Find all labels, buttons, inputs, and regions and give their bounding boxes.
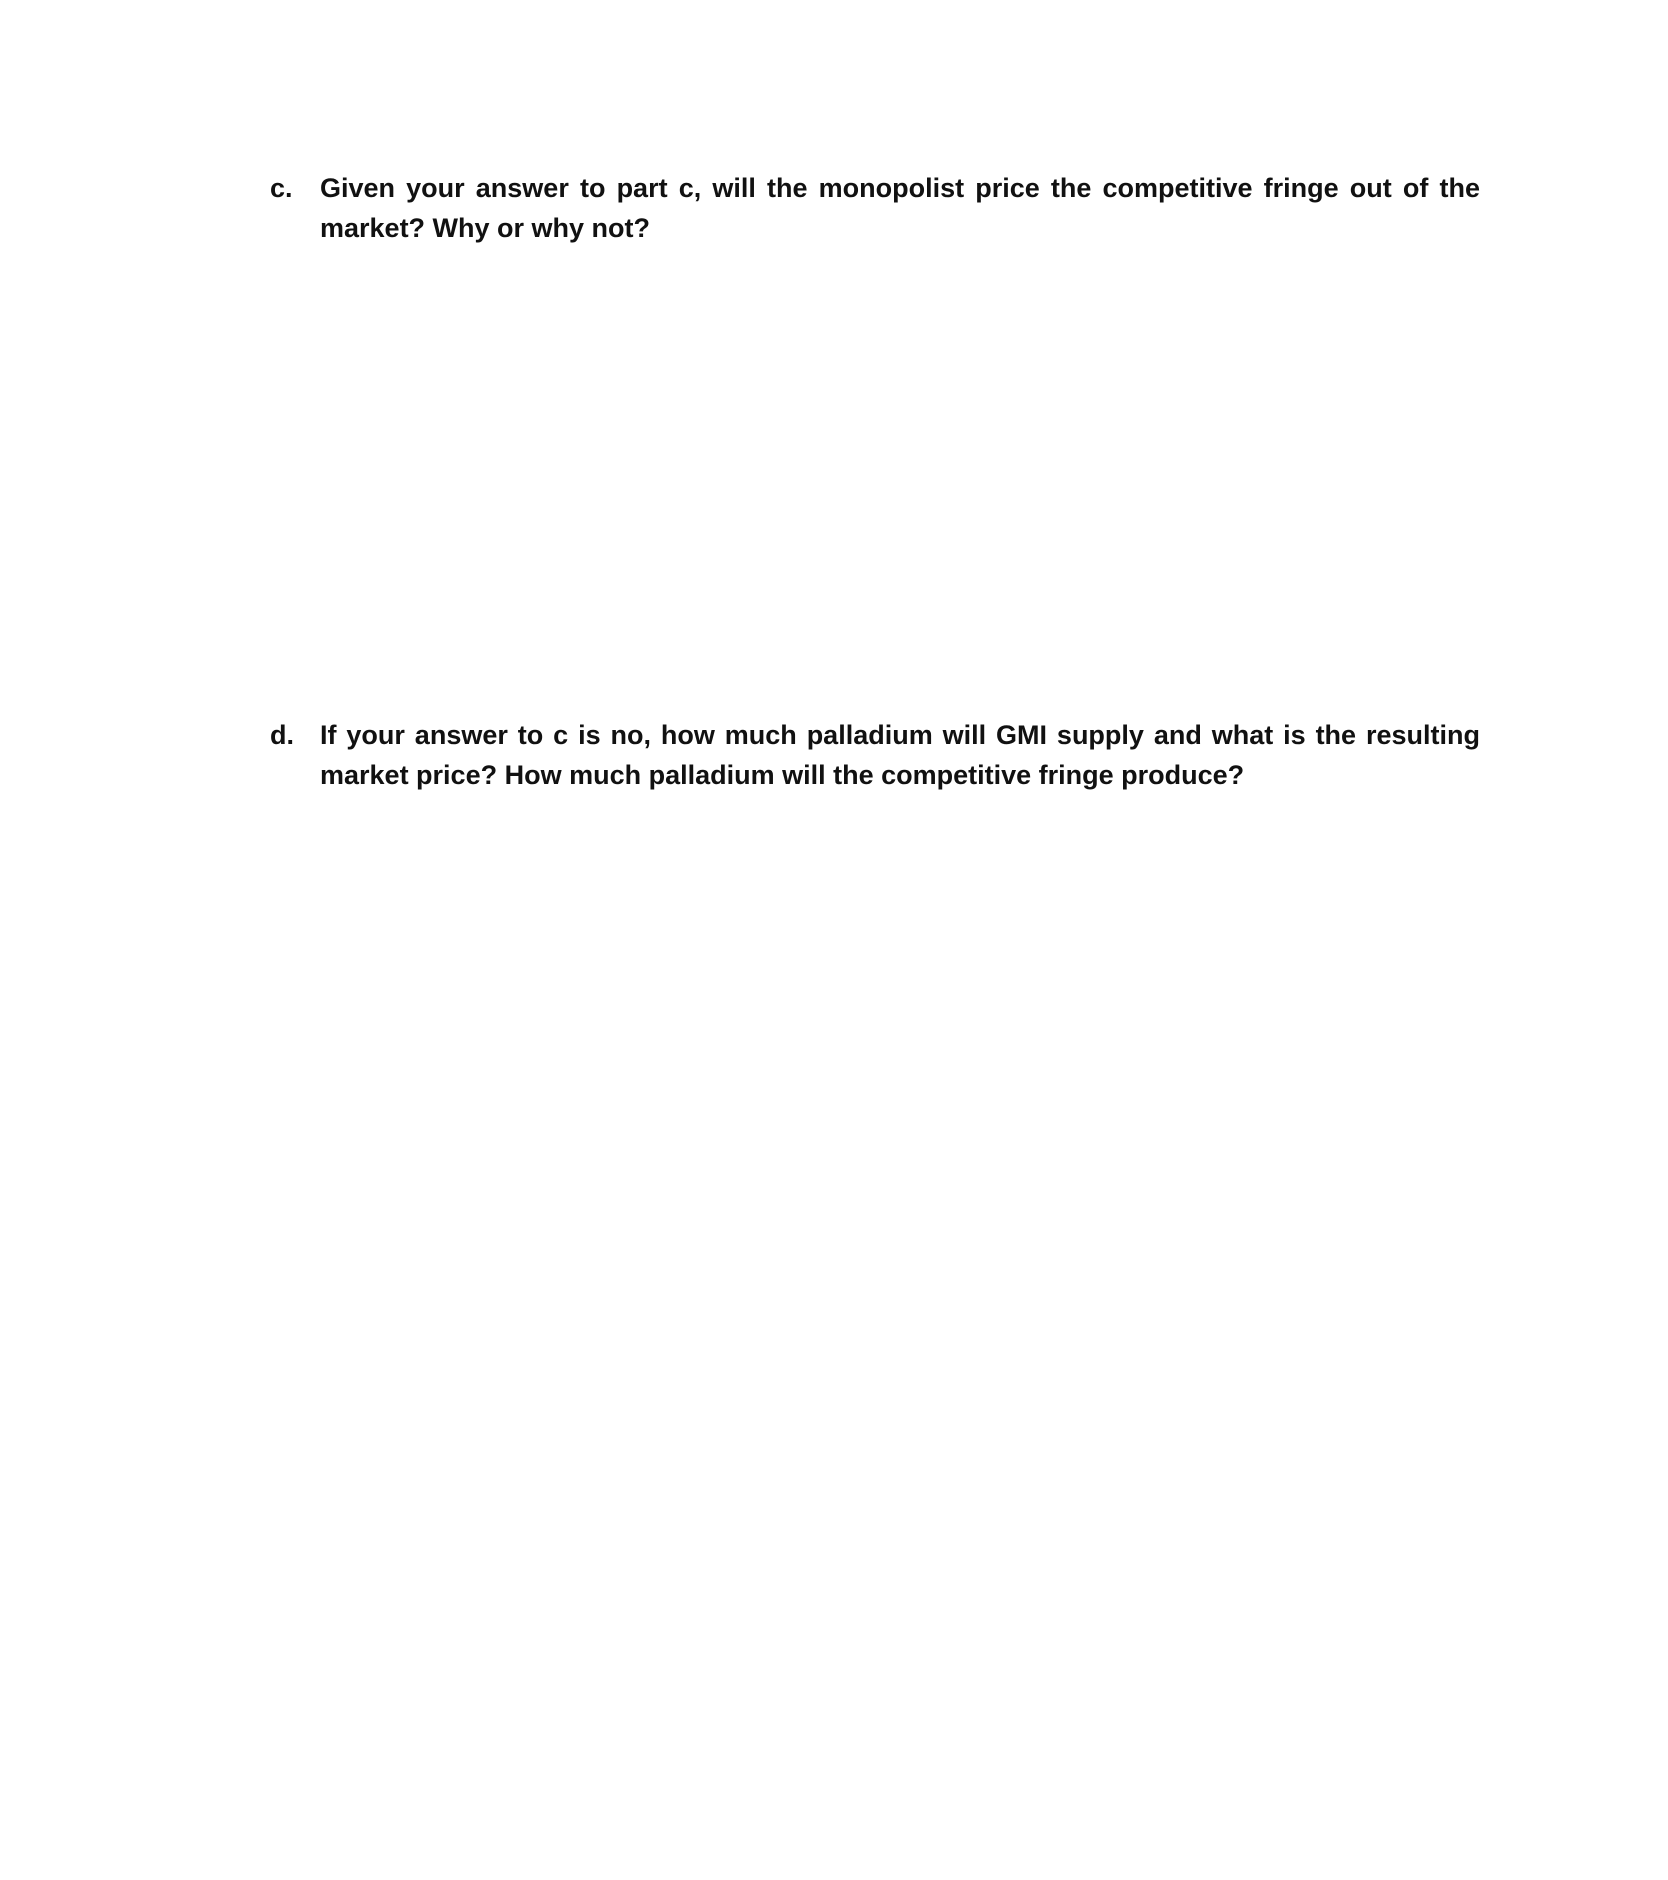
question-c-text: Given your answer to part c, will the monopolist price the competitive fringe out of the market? Why or why not? bbox=[320, 173, 1480, 243]
question-c-letter: c. bbox=[270, 173, 293, 203]
question-d bbox=[270, 715, 1480, 795]
question-c bbox=[270, 168, 1480, 248]
question-d-text: If your answer to c is no, how much palladium will GMI supply and what is the resulting market price? How much palladium will the competitive fringe produce? bbox=[320, 720, 1480, 790]
question-d-letter: d. bbox=[270, 720, 294, 750]
